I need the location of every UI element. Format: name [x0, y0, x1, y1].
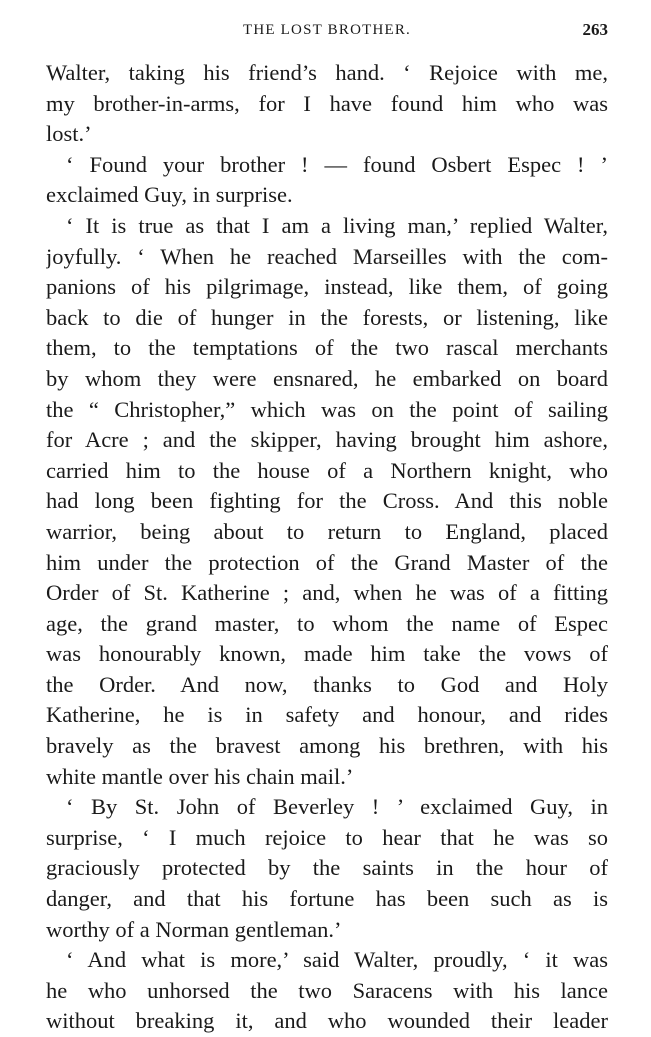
paragraph-4 — [46, 792, 608, 945]
text-line: warrior, being about to return to England, placed — [46, 518, 608, 544]
text-line: graciously protected by the saints in the hour of — [46, 855, 608, 881]
text-line: Katherine, he is in safety and honour, and rides — [46, 702, 608, 728]
text-line: bravely as the bravest among his brethren, with his — [46, 733, 608, 759]
text-line: by whom they were ensnared, he embarked on board — [46, 365, 608, 391]
text-line: without breaking it, and who wounded their leader — [46, 1008, 608, 1034]
text-line: danger, and that his fortune has been such as is — [46, 886, 608, 912]
text-line: lost.’ — [46, 121, 92, 147]
text-line: ‘ By St. John of Beverley ! ’ exclaimed Guy, in — [66, 794, 608, 820]
text-line: my brother-in-arms, for I have found him who was — [46, 90, 608, 116]
text-line: surprise, ‘ I much rejoice to hear that he was so — [46, 824, 608, 850]
text-line: worthy of a Norman gentleman.’ — [46, 916, 342, 942]
text-line: white mantle over his chain mail.’ — [46, 763, 354, 789]
text-line: Walter, taking his friend’s hand. ‘ Rejoice with me, — [46, 60, 608, 85]
text-line: ‘ Found your brother ! — found Osbert Espec ! ’ — [66, 151, 608, 177]
paragraph-5 — [46, 945, 608, 1037]
text-line: he who unhorsed the two Saracens with his lance — [46, 977, 608, 1003]
text-line: for Acre ; and the skipper, having brought him ashore, — [46, 427, 608, 453]
text-line: the Order. And now, thanks to God and Holy — [46, 671, 608, 697]
running-title: THE LOST BROTHER. — [242, 22, 412, 38]
text-line: was honourably known, made him take the vows of — [46, 641, 608, 667]
text-line: had long been fighting for the Cross. And this noble — [46, 488, 608, 514]
text-line: the “ Christopher,” which was on the point of sailing — [46, 396, 608, 422]
text-line: ‘ It is true as that I am a living man,’ replied Walter, — [66, 212, 608, 238]
text-line: back to die of hunger in the forests, or listening, like — [46, 304, 608, 330]
text-line: them, to the temptations of the two rascal merchants — [46, 335, 608, 361]
text-line: ‘ And what is more,’ said Walter, proudly, ‘ it was — [66, 947, 608, 973]
paragraph-2 — [46, 150, 608, 211]
running-head — [46, 20, 608, 44]
text-line: Order of St. Katherine ; and, when he was of a fitting — [46, 580, 608, 606]
paragraph-1 — [46, 58, 608, 150]
text-line: exclaimed Guy, in surprise. — [46, 182, 293, 208]
body-text — [46, 58, 608, 1037]
text-line: him under the protection of the Grand Master of the — [46, 549, 608, 575]
text-line: age, the grand master, to whom the name of Espec — [46, 610, 608, 636]
text-line: panions of his pilgrimage, instead, like them, of going — [46, 274, 608, 300]
page-number: 263 — [582, 20, 608, 39]
text-line: joyfully. ‘ When he reached Marseilles with the com- — [46, 243, 608, 269]
paragraph-3 — [46, 211, 608, 792]
text-line: carried him to the house of a Northern knight, who — [46, 457, 608, 483]
